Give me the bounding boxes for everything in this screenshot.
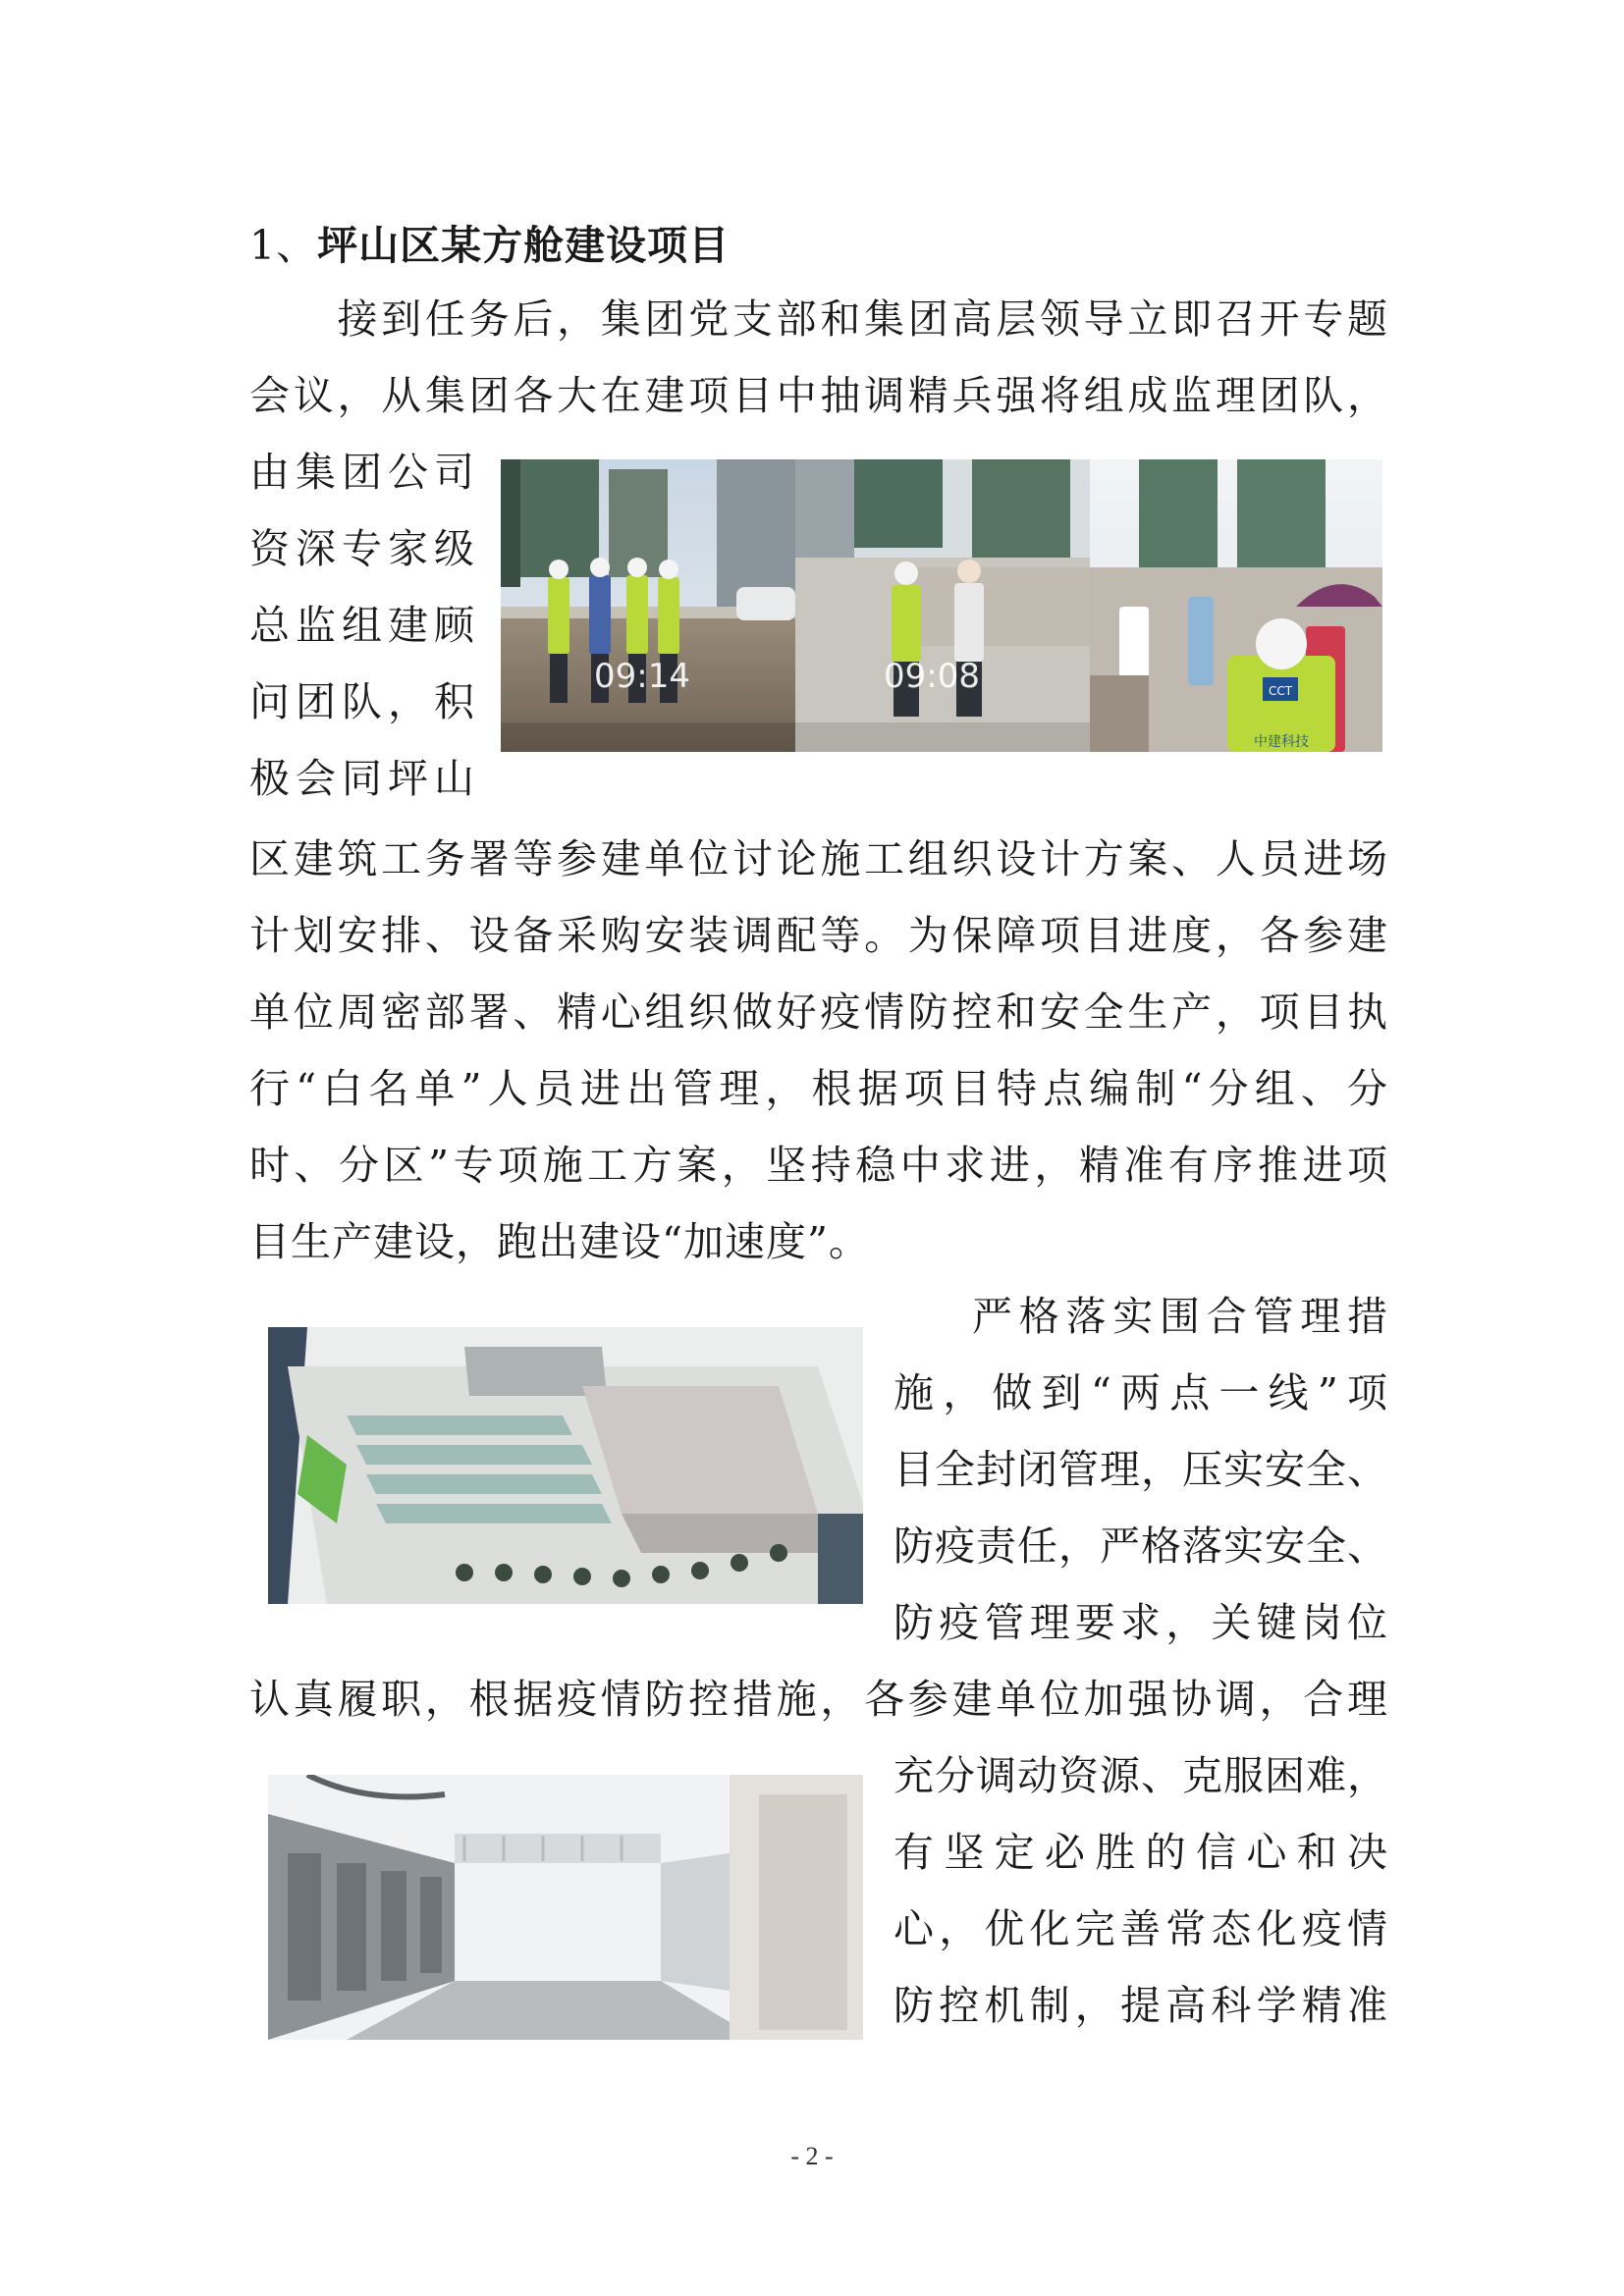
paragraph-line: 防控机制，提高科学精准 [893,1982,1388,2029]
page-number: - 2 - [790,2142,834,2170]
paragraph-line: 接到任务后，集团党支部和集团高层领导立即召开专题 [249,295,1388,343]
paragraph-line: 问团队，积 [249,678,475,725]
paragraph-line: 单位周密部署、精心组织做好疫情防控和安全生产，项目执 [249,988,1388,1036]
section-heading [249,214,1388,277]
site-photo-strip [501,459,1382,752]
paragraph-line: 心，优化完善常态化疫情 [893,1905,1388,1952]
paragraph-line: 总监组建顾 [249,602,475,649]
paragraph-line: 区建筑工务署等参建单位讨论施工组织设计方案、人员进场 [249,835,1388,882]
paragraph-line: 行“白名单”人员进出管理，根据项目特点编制“分组、分 [249,1065,1388,1112]
paragraph-line: 认真履职，根据疫情防控措施，各参建单位加强协调，合理 [249,1676,1388,1723]
paragraph-line: 会议，从集团各大在建项目中抽调精兵强将组成监理团队， [249,372,1388,419]
paragraph-line: 防疫管理要求，关键岗位 [893,1599,1388,1646]
paragraph-line: 极会同坪山 [249,755,475,802]
section-number: 1、 [249,222,318,269]
corridor-rendering [268,1775,863,2040]
vest-logo: CCT [1268,684,1293,698]
paragraph-line: 目生产建设，跑出建设“加速度”。 [249,1218,870,1265]
paragraph-line: 时、分区”专项施工方案，坚持稳中求进，精准有序推进项 [249,1142,1388,1189]
aerial-rendering-illustration [268,1327,863,1604]
corridor-rendering-illustration [268,1775,863,2040]
site-photo-1 [501,459,795,752]
aerial-rendering [268,1327,863,1604]
paragraph-line: 充分调动资源、克服困难， [893,1752,1388,1799]
vest-text: 中建科技 [1254,734,1309,750]
photo-timestamp: 09:14 [594,657,690,696]
paragraph-line: 资深专家级 [249,525,475,572]
photo-timestamp: 09:08 [884,657,980,696]
paragraph-line: 有坚定必胜的信心和决 [893,1829,1388,1876]
paragraph-line: 目全封闭管理，压实安全、 [893,1446,1388,1493]
paragraph-line: 计划安排、设备采购安装调配等。为保障项目进度，各参建 [249,912,1388,959]
site-photo-2 [795,459,1090,752]
paragraph-line: 防疫责任，严格落实安全、 [893,1522,1388,1570]
site-photo-3 [1090,459,1382,752]
paragraph-line: 严格落实围合管理措 [972,1293,1388,1340]
site-photos-illustration [501,459,1382,752]
paragraph-line: 由集团公司 [249,449,475,496]
section-title: 坪山区某方舱建设项目 [317,222,731,269]
paragraph-line: 施，做到“两点一线”项 [893,1369,1388,1416]
